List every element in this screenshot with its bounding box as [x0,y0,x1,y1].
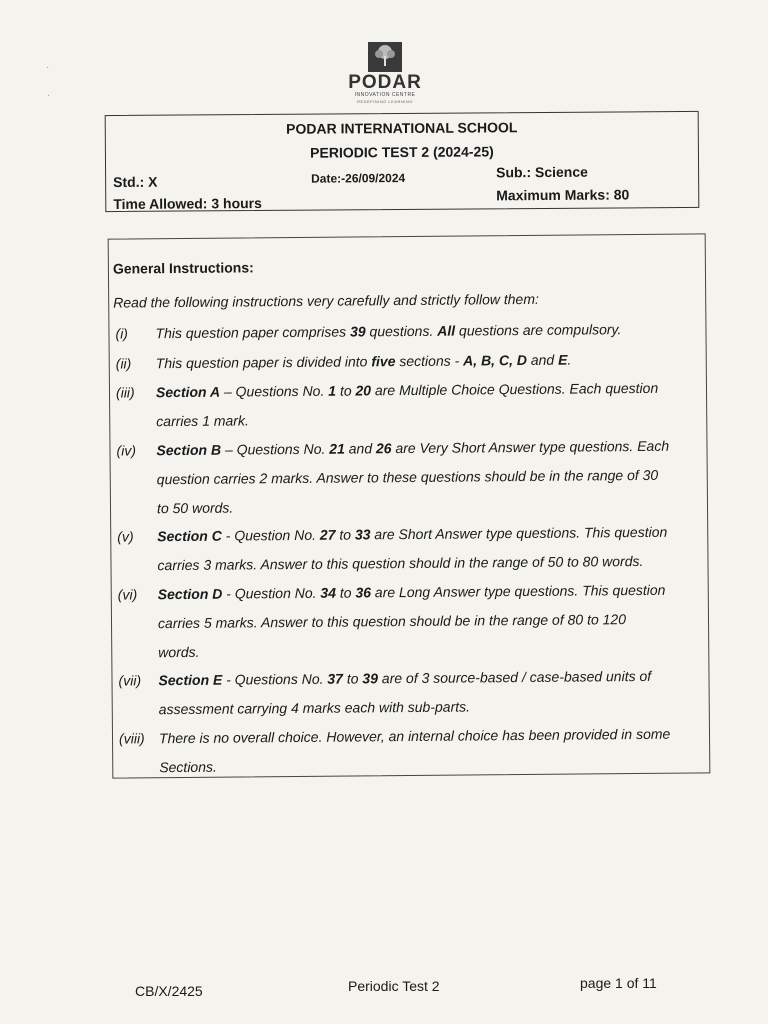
school-name: PODAR INTERNATIONAL SCHOOL [286,119,518,137]
instruction-item [115,314,695,342]
logo-brand: PODAR [348,72,422,93]
item-number: (iv) [116,442,137,459]
item-text: Section B – Questions No. 21 and 26 are Very Short Answer type questions. Each question carries 2 marks. Answer to these questions should be in the range of 30 to 50 words. [156,437,670,517]
item-number: (vi) [117,586,138,603]
logo-tagline: REDEFINING LEARNING [357,99,413,104]
item-number: (viii) [118,730,145,747]
standard: Std.: X [113,173,158,191]
footer-title: Periodic Test 2 [348,978,440,994]
subject: Sub.: Science [496,163,588,181]
time-allowed: Time Allowed: 3 hours [113,194,262,213]
item-text: There is no overall choice. However, an internal choice has been provided in some Sections. [158,725,671,776]
exam-date: Date:-26/09/2024 [311,170,406,186]
item-number: (iii) [115,384,135,401]
item-text: Section D - Question No. 34 to 36 are Long Answer type questions. This question carries 5 marks. Answer to this question should be in the range of 80 to 120 words. [157,581,666,661]
tree-icon [368,42,402,72]
item-text: Section A – Questions No. 1 to 20 are Multiple Choice Questions. Each question carries 1 mark. [155,379,659,430]
exam-header-box [105,111,700,212]
maximum-marks: Maximum Marks: 80 [496,186,630,204]
item-text: Section E - Questions No. 37 to 39 are of 3 source-based / case-based units of assessment carrying 4 marks each with sub-parts. [158,667,652,718]
test-title: PERIODIC TEST 2 (2024-25) [310,143,494,161]
item-number: (ii) [115,355,132,372]
item-text: Section C - Question No. 27 to 33 are Short Answer type questions. This question carries 3 marks. Answer to this question should in the range of 50 to 80 words. [157,523,668,574]
footer-code: CB/X/2425 [135,983,203,999]
item-number: (v) [117,528,134,545]
logo-subtitle: INNOVATION CENTRE [354,92,416,98]
item-text: This question paper is divided into five sections - A, B, C, D and E. [155,351,572,372]
instructions-heading: General Instructions: [112,259,254,277]
instructions-lead: Read the following instructions very carefully and strictly follow them: [113,290,539,311]
school-logo [340,42,430,105]
item-text: This question paper comprises 39 questions. All questions are compulsory. [155,321,622,342]
item-number: (vii) [118,672,142,689]
scan-speck: · [47,90,51,101]
instructions-box [108,233,711,778]
page-number: page 1 of 11 [580,975,657,991]
item-number: (i) [115,325,128,342]
scan-speck: · [46,62,50,73]
